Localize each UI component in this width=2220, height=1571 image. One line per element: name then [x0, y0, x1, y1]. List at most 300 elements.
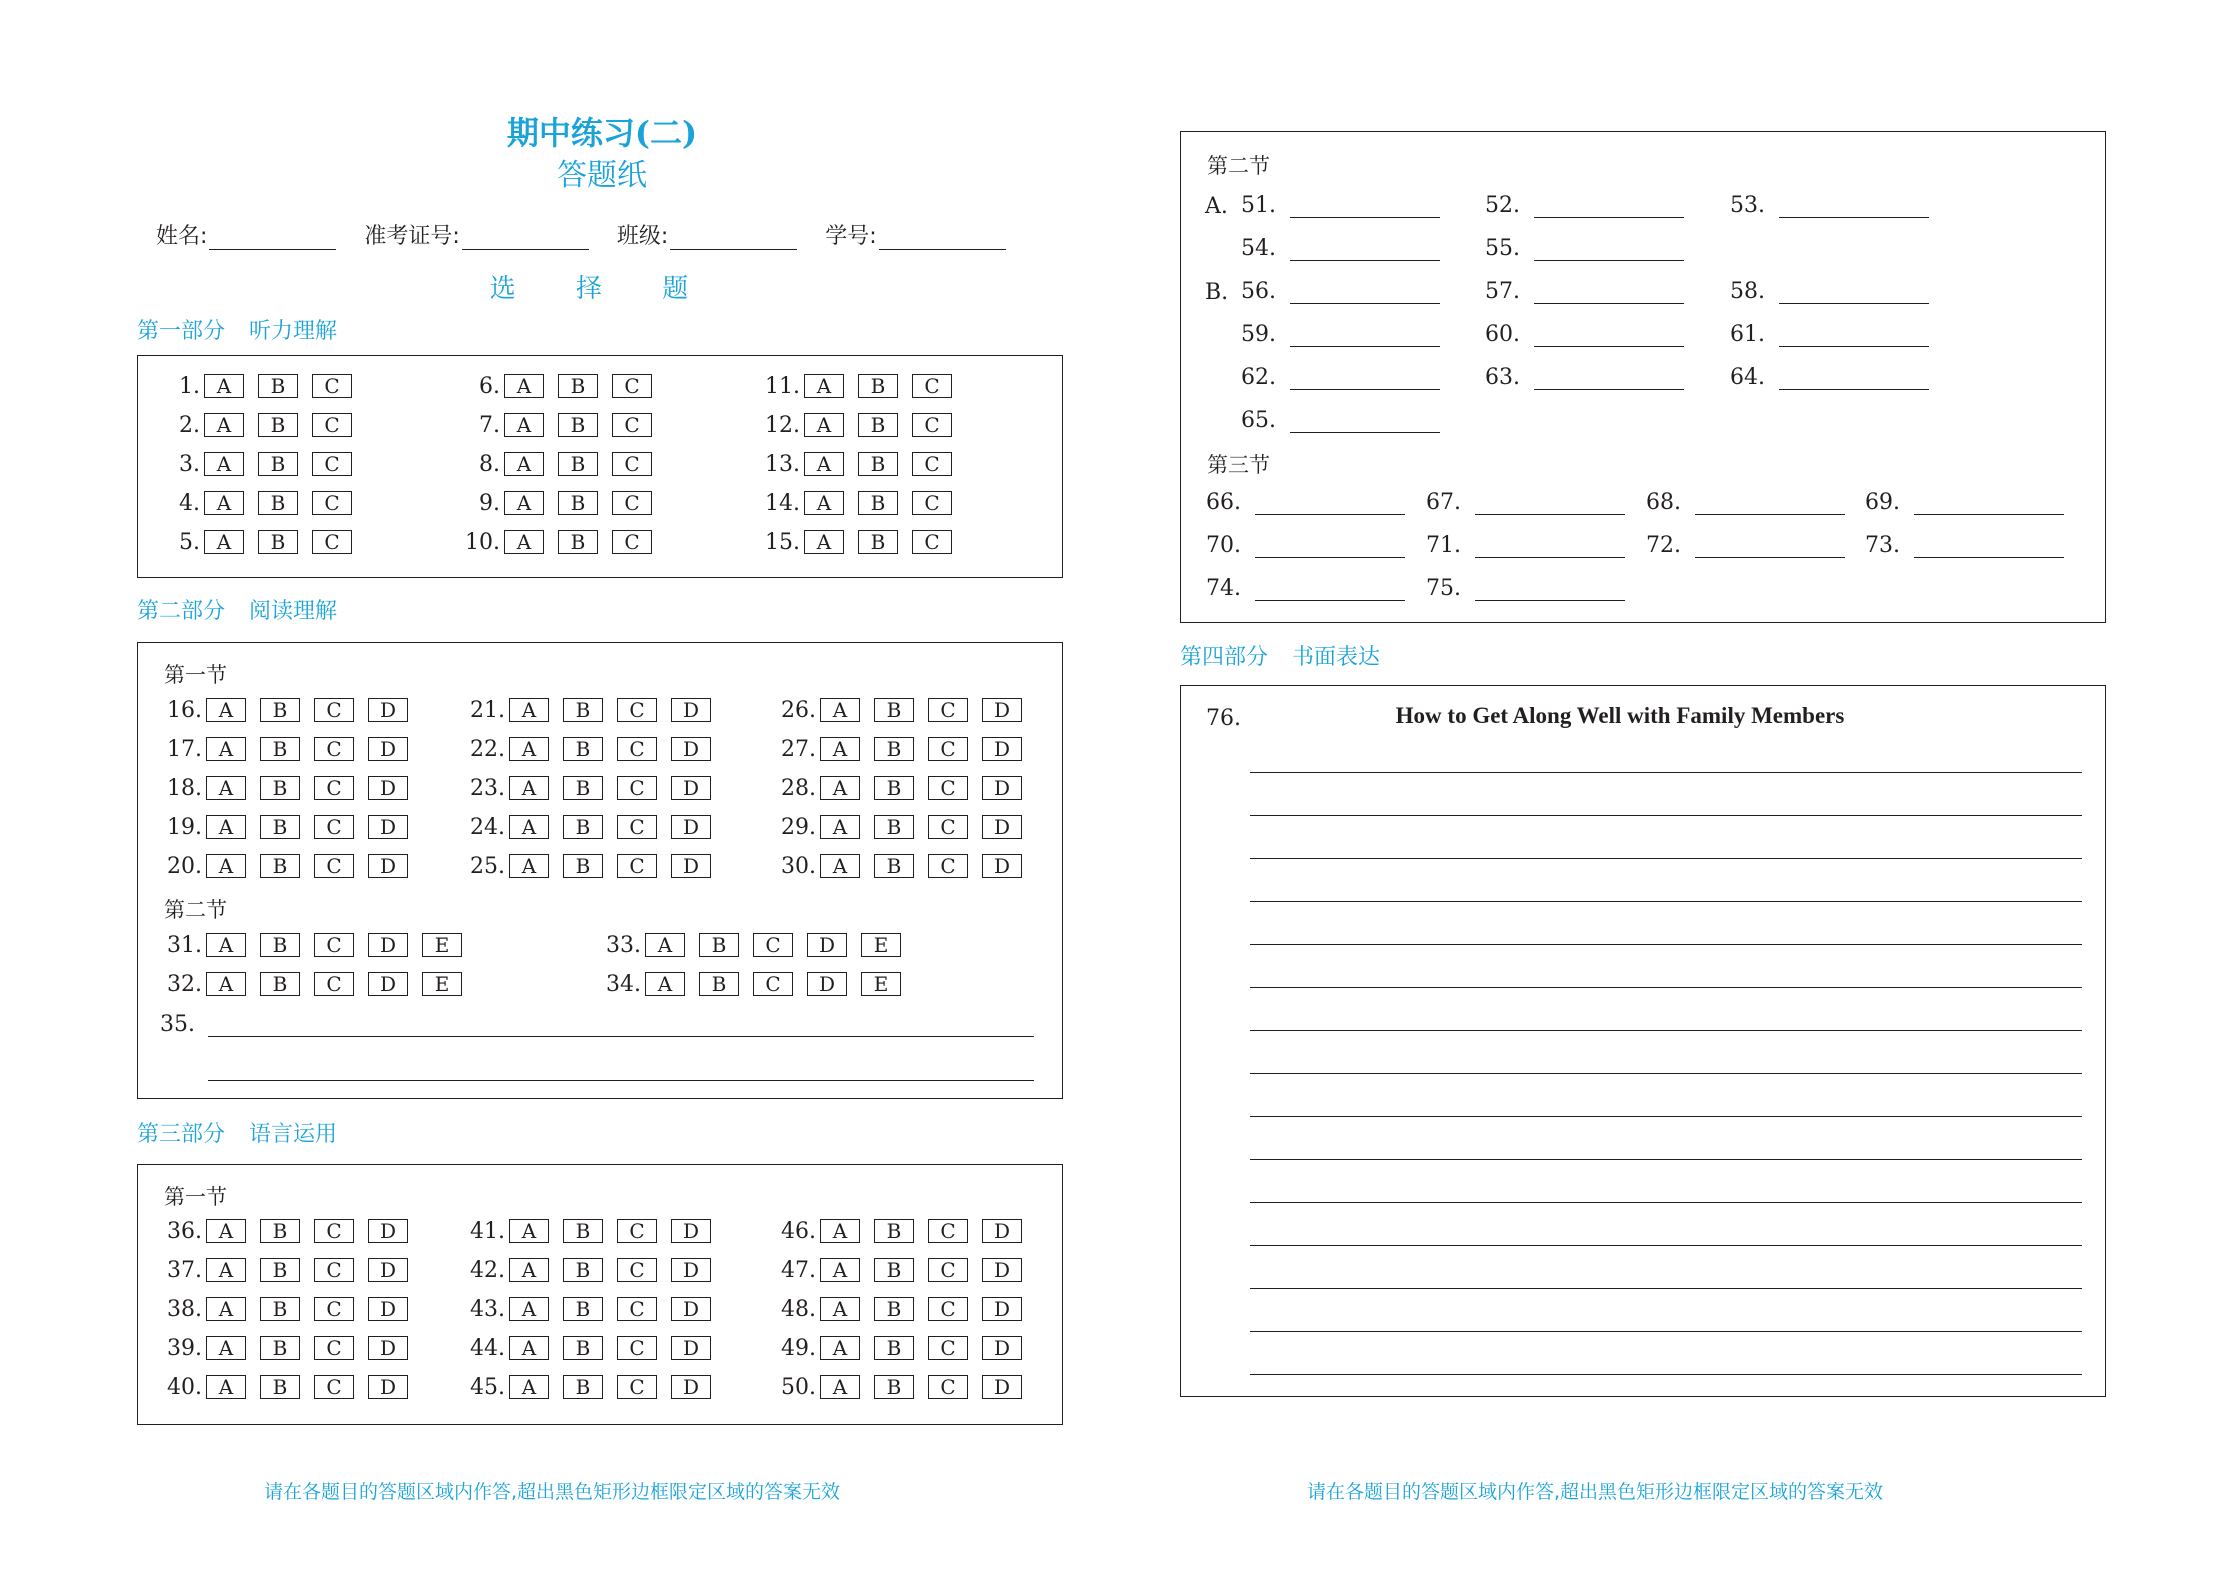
- option-box[interactable]: A: [509, 1375, 549, 1399]
- question-number: 17.: [167, 736, 202, 762]
- option-box[interactable]: A: [804, 452, 844, 476]
- option-box[interactable]: B: [260, 1258, 300, 1282]
- option-box[interactable]: B: [563, 1258, 603, 1282]
- question-number: 7.: [479, 412, 500, 438]
- option-box[interactable]: C: [928, 698, 968, 722]
- answer-line[interactable]: [1779, 367, 1929, 390]
- option-box[interactable]: A: [206, 1258, 246, 1282]
- option-box[interactable]: A: [509, 815, 549, 839]
- option-box[interactable]: A: [820, 698, 860, 722]
- option-box[interactable]: D: [671, 737, 711, 761]
- answer-line[interactable]: [1290, 367, 1440, 390]
- option-box[interactable]: A: [206, 1336, 246, 1360]
- option-box[interactable]: A: [509, 1336, 549, 1360]
- option-box[interactable]: B: [874, 854, 914, 878]
- essay-writing-line[interactable]: [1250, 1202, 2082, 1203]
- reading-sec2-question-row: [599, 971, 915, 997]
- option-box[interactable]: A: [504, 413, 544, 437]
- option-box[interactable]: C: [312, 413, 352, 437]
- student-no-field[interactable]: [825, 219, 1005, 250]
- answer-line[interactable]: [1290, 410, 1440, 433]
- option-box[interactable]: D: [368, 972, 408, 996]
- option-box[interactable]: C: [314, 737, 354, 761]
- option-box[interactable]: B: [874, 815, 914, 839]
- answer-line[interactable]: [1255, 492, 1405, 515]
- option-box[interactable]: B: [858, 491, 898, 515]
- option-box[interactable]: B: [563, 1375, 603, 1399]
- option-box[interactable]: D: [807, 933, 847, 957]
- essay-writing-line[interactable]: [1250, 1331, 2082, 1332]
- essay-writing-line[interactable]: [1250, 1374, 2082, 1375]
- option-box[interactable]: C: [912, 413, 952, 437]
- option-box[interactable]: B: [874, 698, 914, 722]
- option-box[interactable]: D: [671, 1297, 711, 1321]
- answer-line[interactable]: [1475, 535, 1625, 558]
- option-box[interactable]: D: [368, 1297, 408, 1321]
- option-box[interactable]: C: [612, 452, 652, 476]
- option-box[interactable]: B: [699, 972, 739, 996]
- option-box[interactable]: D: [807, 972, 847, 996]
- option-box[interactable]: A: [206, 737, 246, 761]
- option-box[interactable]: A: [509, 854, 549, 878]
- question-number: 19.: [167, 814, 202, 840]
- student-no-label: 学号:: [825, 224, 877, 249]
- option-box[interactable]: B: [558, 413, 598, 437]
- language-question-row: [463, 1257, 725, 1283]
- option-box[interactable]: A: [509, 1258, 549, 1282]
- fill-question-row: [1727, 193, 1929, 218]
- option-box[interactable]: A: [820, 737, 860, 761]
- option-box[interactable]: B: [260, 1219, 300, 1243]
- fill-b-label: B.: [1205, 279, 1229, 305]
- option-box[interactable]: C: [617, 1336, 657, 1360]
- option-box[interactable]: D: [982, 854, 1022, 878]
- option-box[interactable]: C: [314, 1297, 354, 1321]
- option-box[interactable]: C: [617, 854, 657, 878]
- answer-line[interactable]: [1534, 281, 1684, 304]
- option-box[interactable]: A: [820, 1336, 860, 1360]
- option-box[interactable]: B: [699, 933, 739, 957]
- option-box[interactable]: B: [260, 1375, 300, 1399]
- option-box[interactable]: D: [368, 737, 408, 761]
- question-number: 34.: [606, 971, 641, 997]
- option-box[interactable]: B: [558, 530, 598, 554]
- option-box[interactable]: D: [982, 737, 1022, 761]
- fill3-question-row: [1862, 490, 2064, 515]
- option-box[interactable]: A: [204, 413, 244, 437]
- answer-line[interactable]: [1534, 324, 1684, 347]
- option-box[interactable]: B: [258, 491, 298, 515]
- option-box[interactable]: B: [563, 815, 603, 839]
- option-box[interactable]: C: [928, 1258, 968, 1282]
- option-box[interactable]: B: [858, 374, 898, 398]
- option-box[interactable]: B: [563, 1297, 603, 1321]
- language-question-row: [774, 1257, 1036, 1283]
- option-box[interactable]: A: [504, 530, 544, 554]
- reading-question-row: [160, 814, 422, 840]
- option-box[interactable]: B: [874, 1297, 914, 1321]
- option-box[interactable]: C: [314, 698, 354, 722]
- option-box[interactable]: B: [858, 530, 898, 554]
- reading-sec2-question-row: [599, 932, 915, 958]
- question-number: 38.: [167, 1296, 202, 1322]
- option-box[interactable]: A: [206, 815, 246, 839]
- language-question-row: [463, 1218, 725, 1244]
- question-number: 25.: [470, 853, 505, 879]
- essay-writing-line[interactable]: [1250, 1159, 2082, 1160]
- option-box[interactable]: A: [509, 737, 549, 761]
- option-box[interactable]: B: [260, 815, 300, 839]
- option-box[interactable]: D: [982, 1258, 1022, 1282]
- option-box[interactable]: B: [858, 452, 898, 476]
- answer-line[interactable]: [1475, 492, 1625, 515]
- essay-number: 76.: [1206, 705, 1241, 731]
- fill-question-row: [1727, 279, 1929, 304]
- essay-writing-line[interactable]: [1250, 944, 2082, 945]
- question-number: 21.: [470, 697, 505, 723]
- question-number: 28.: [781, 775, 816, 801]
- option-box[interactable]: B: [258, 452, 298, 476]
- essay-writing-line[interactable]: [1250, 1288, 2082, 1289]
- student-no-blank[interactable]: [879, 229, 1006, 250]
- option-box[interactable]: B: [558, 374, 598, 398]
- answer-line[interactable]: [1534, 195, 1684, 218]
- option-box[interactable]: A: [206, 1219, 246, 1243]
- question-number: 48.: [781, 1296, 816, 1322]
- option-box[interactable]: D: [368, 854, 408, 878]
- option-box[interactable]: A: [645, 972, 685, 996]
- option-box[interactable]: A: [509, 1219, 549, 1243]
- option-box[interactable]: B: [563, 737, 603, 761]
- option-box[interactable]: B: [563, 1336, 603, 1360]
- question-number: 15.: [765, 529, 800, 555]
- option-box[interactable]: C: [928, 1297, 968, 1321]
- option-box[interactable]: B: [260, 1336, 300, 1360]
- option-box[interactable]: A: [820, 1219, 860, 1243]
- option-box[interactable]: C: [612, 491, 652, 515]
- option-box[interactable]: C: [612, 374, 652, 398]
- option-box[interactable]: C: [314, 972, 354, 996]
- option-box[interactable]: A: [509, 776, 549, 800]
- footer-right: 请在各题目的答题区域内作答,超出黑色矩形边框限定区域的答案无效: [1307, 1481, 1884, 1503]
- essay-writing-line[interactable]: [1250, 1030, 2082, 1031]
- option-box[interactable]: C: [928, 737, 968, 761]
- fill3-question-row: [1423, 576, 1625, 601]
- option-box[interactable]: B: [563, 854, 603, 878]
- fill3-question-row: [1643, 490, 1845, 515]
- option-box[interactable]: A: [206, 854, 246, 878]
- option-box[interactable]: C: [314, 1219, 354, 1243]
- fill-sub3: 第三节: [1207, 453, 1270, 477]
- option-box[interactable]: D: [982, 1336, 1022, 1360]
- option-box[interactable]: D: [368, 1219, 408, 1243]
- question-number: 44.: [470, 1335, 505, 1361]
- question-number: 66.: [1206, 490, 1241, 515]
- option-box[interactable]: B: [563, 776, 603, 800]
- option-box[interactable]: A: [206, 1375, 246, 1399]
- option-box[interactable]: C: [314, 815, 354, 839]
- essay-writing-line[interactable]: [1250, 1116, 2082, 1117]
- question-number: 75.: [1426, 576, 1461, 601]
- option-box[interactable]: B: [558, 452, 598, 476]
- question-number: 64.: [1730, 365, 1765, 390]
- option-box[interactable]: C: [314, 776, 354, 800]
- option-box[interactable]: D: [671, 1219, 711, 1243]
- q35-answer-line1[interactable]: [208, 1014, 1034, 1037]
- option-box[interactable]: C: [753, 972, 793, 996]
- option-box[interactable]: C: [312, 452, 352, 476]
- question-number: 31.: [167, 932, 202, 958]
- answer-line[interactable]: [1534, 238, 1684, 261]
- question-number: 43.: [470, 1296, 505, 1322]
- option-box[interactable]: C: [928, 1375, 968, 1399]
- option-box[interactable]: C: [617, 815, 657, 839]
- answer-line[interactable]: [1914, 492, 2064, 515]
- option-box[interactable]: A: [804, 413, 844, 437]
- answer-line[interactable]: [1290, 281, 1440, 304]
- question-number: 24.: [470, 814, 505, 840]
- option-box[interactable]: C: [312, 374, 352, 398]
- option-box[interactable]: B: [874, 776, 914, 800]
- answer-line[interactable]: [1255, 535, 1405, 558]
- listening-question-row: [460, 451, 666, 477]
- option-box[interactable]: A: [804, 491, 844, 515]
- option-box[interactable]: A: [204, 491, 244, 515]
- fill-question-row: [1482, 322, 1684, 347]
- option-box[interactable]: C: [617, 1297, 657, 1321]
- option-box[interactable]: E: [861, 933, 901, 957]
- listening-question-row: [460, 373, 666, 399]
- option-box[interactable]: D: [368, 1375, 408, 1399]
- fill-question-row: [1238, 279, 1440, 304]
- option-box[interactable]: B: [558, 491, 598, 515]
- part2-name: 第二部分: [137, 599, 226, 624]
- option-box[interactable]: B: [260, 1297, 300, 1321]
- option-box[interactable]: B: [258, 374, 298, 398]
- option-box[interactable]: C: [612, 413, 652, 437]
- option-box[interactable]: A: [804, 374, 844, 398]
- answer-line[interactable]: [1695, 535, 1845, 558]
- option-box[interactable]: D: [368, 698, 408, 722]
- option-box[interactable]: B: [260, 972, 300, 996]
- answer-line[interactable]: [1534, 367, 1684, 390]
- option-box[interactable]: C: [612, 530, 652, 554]
- fill-question-row: [1727, 322, 1929, 347]
- option-box[interactable]: C: [928, 1336, 968, 1360]
- option-box[interactable]: A: [206, 1297, 246, 1321]
- answer-line[interactable]: [1475, 578, 1625, 601]
- fill-question-row: [1238, 408, 1440, 433]
- part4-name: 第四部分: [1180, 645, 1269, 670]
- reading-question-row: [774, 697, 1036, 723]
- option-box[interactable]: A: [204, 374, 244, 398]
- fill-question-row: [1238, 322, 1440, 347]
- answer-line[interactable]: [1695, 492, 1845, 515]
- fill-question-row: [1482, 193, 1684, 218]
- option-box[interactable]: C: [617, 698, 657, 722]
- option-box[interactable]: D: [368, 1258, 408, 1282]
- option-box[interactable]: C: [617, 776, 657, 800]
- option-box[interactable]: D: [671, 698, 711, 722]
- exam-id-field[interactable]: [364, 219, 588, 250]
- option-box[interactable]: C: [912, 452, 952, 476]
- option-box[interactable]: A: [504, 452, 544, 476]
- reading-question-row: [774, 853, 1036, 879]
- option-box[interactable]: D: [368, 1336, 408, 1360]
- option-box[interactable]: D: [671, 1336, 711, 1360]
- option-box[interactable]: C: [912, 530, 952, 554]
- option-box[interactable]: D: [671, 815, 711, 839]
- option-box[interactable]: C: [617, 737, 657, 761]
- option-box[interactable]: D: [982, 1219, 1022, 1243]
- option-box[interactable]: D: [671, 776, 711, 800]
- option-box[interactable]: B: [874, 737, 914, 761]
- option-box[interactable]: E: [422, 933, 462, 957]
- question-number: 55.: [1485, 236, 1520, 261]
- option-box[interactable]: D: [671, 854, 711, 878]
- option-box[interactable]: D: [671, 1258, 711, 1282]
- option-box[interactable]: A: [820, 815, 860, 839]
- option-box[interactable]: D: [982, 776, 1022, 800]
- essay-writing-line[interactable]: [1250, 858, 2082, 859]
- part1-heading: [137, 314, 337, 345]
- class-field[interactable]: [617, 219, 797, 250]
- option-box[interactable]: B: [260, 854, 300, 878]
- option-box[interactable]: A: [206, 933, 246, 957]
- answer-line[interactable]: [1779, 324, 1929, 347]
- footer-left: 请在各题目的答题区域内作答,超出黑色矩形边框限定区域的答案无效: [264, 1481, 841, 1503]
- question-number: 42.: [470, 1257, 505, 1283]
- option-box[interactable]: C: [753, 933, 793, 957]
- option-box[interactable]: A: [820, 854, 860, 878]
- answer-line[interactable]: [1779, 195, 1929, 218]
- option-box[interactable]: B: [874, 1336, 914, 1360]
- option-box[interactable]: A: [206, 972, 246, 996]
- option-box[interactable]: B: [260, 737, 300, 761]
- option-box[interactable]: A: [204, 530, 244, 554]
- question-number: 16.: [167, 697, 202, 723]
- answer-line[interactable]: [1255, 578, 1405, 601]
- option-box[interactable]: D: [982, 1297, 1022, 1321]
- option-box[interactable]: D: [982, 1375, 1022, 1399]
- option-box[interactable]: C: [928, 854, 968, 878]
- exam-id-blank[interactable]: [462, 229, 589, 250]
- essay-writing-line[interactable]: [1250, 1245, 2082, 1246]
- option-box[interactable]: A: [206, 698, 246, 722]
- option-box[interactable]: B: [874, 1219, 914, 1243]
- option-box[interactable]: C: [314, 1258, 354, 1282]
- fill3-question-row: [1203, 576, 1405, 601]
- name-field[interactable]: [156, 219, 336, 250]
- option-box[interactable]: B: [258, 530, 298, 554]
- option-box[interactable]: E: [861, 972, 901, 996]
- essay-writing-line[interactable]: [1250, 987, 2082, 988]
- option-box[interactable]: D: [982, 698, 1022, 722]
- language-question-row: [160, 1257, 422, 1283]
- option-box[interactable]: C: [314, 1336, 354, 1360]
- option-box[interactable]: D: [982, 815, 1022, 839]
- option-box[interactable]: C: [314, 854, 354, 878]
- option-box[interactable]: D: [368, 933, 408, 957]
- question-number: 27.: [781, 736, 816, 762]
- option-box[interactable]: A: [820, 1297, 860, 1321]
- essay-writing-line[interactable]: [1250, 901, 2082, 902]
- option-box[interactable]: A: [820, 776, 860, 800]
- option-box[interactable]: C: [314, 1375, 354, 1399]
- option-box[interactable]: A: [204, 452, 244, 476]
- option-box[interactable]: B: [260, 698, 300, 722]
- option-box[interactable]: A: [509, 698, 549, 722]
- option-box[interactable]: C: [312, 530, 352, 554]
- option-box[interactable]: B: [874, 1375, 914, 1399]
- option-box[interactable]: A: [645, 933, 685, 957]
- option-box[interactable]: A: [820, 1375, 860, 1399]
- option-box[interactable]: C: [912, 491, 952, 515]
- question-number: 68.: [1646, 490, 1681, 515]
- option-box[interactable]: A: [820, 1258, 860, 1282]
- option-box[interactable]: B: [874, 1258, 914, 1282]
- option-box[interactable]: C: [617, 1219, 657, 1243]
- option-box[interactable]: D: [671, 1375, 711, 1399]
- option-box[interactable]: B: [563, 698, 603, 722]
- fill3-question-row: [1862, 533, 2064, 558]
- name-blank[interactable]: [209, 229, 336, 250]
- option-box[interactable]: C: [928, 776, 968, 800]
- option-box[interactable]: A: [206, 776, 246, 800]
- part3-heading: [137, 1117, 337, 1148]
- question-number: 63.: [1485, 365, 1520, 390]
- listening-question-row: [160, 373, 366, 399]
- answer-line[interactable]: [1290, 195, 1440, 218]
- essay-writing-line[interactable]: [1250, 815, 2082, 816]
- answer-line[interactable]: [1290, 324, 1440, 347]
- option-box[interactable]: C: [928, 1219, 968, 1243]
- option-box[interactable]: A: [504, 374, 544, 398]
- part3-topic: 语言运用: [249, 1122, 338, 1147]
- option-box[interactable]: C: [912, 374, 952, 398]
- answer-line[interactable]: [1290, 238, 1440, 261]
- option-box[interactable]: C: [617, 1258, 657, 1282]
- q35-answer-line2[interactable]: [208, 1080, 1034, 1081]
- option-box[interactable]: C: [928, 815, 968, 839]
- option-box[interactable]: B: [260, 776, 300, 800]
- option-box[interactable]: B: [258, 413, 298, 437]
- essay-writing-line[interactable]: [1250, 1073, 2082, 1074]
- essay-writing-line[interactable]: [1250, 772, 2082, 773]
- answer-line[interactable]: [1914, 535, 2064, 558]
- option-box[interactable]: A: [509, 1297, 549, 1321]
- choice-section-title: 选 择 题: [489, 274, 715, 304]
- option-box[interactable]: C: [312, 491, 352, 515]
- question-number: 47.: [781, 1257, 816, 1283]
- option-box[interactable]: D: [368, 815, 408, 839]
- option-box[interactable]: A: [504, 491, 544, 515]
- reading-question-row: [463, 697, 725, 723]
- option-box[interactable]: B: [260, 933, 300, 957]
- class-blank[interactable]: [670, 229, 797, 250]
- question-number: 13.: [765, 451, 800, 477]
- fill3-question-row: [1643, 533, 1845, 558]
- question-number: 1.: [179, 373, 200, 399]
- option-box[interactable]: C: [314, 933, 354, 957]
- option-box[interactable]: B: [563, 1219, 603, 1243]
- option-box[interactable]: E: [422, 972, 462, 996]
- option-box[interactable]: D: [368, 776, 408, 800]
- option-box[interactable]: A: [804, 530, 844, 554]
- answer-line[interactable]: [1779, 281, 1929, 304]
- option-box[interactable]: C: [617, 1375, 657, 1399]
- option-box[interactable]: B: [858, 413, 898, 437]
